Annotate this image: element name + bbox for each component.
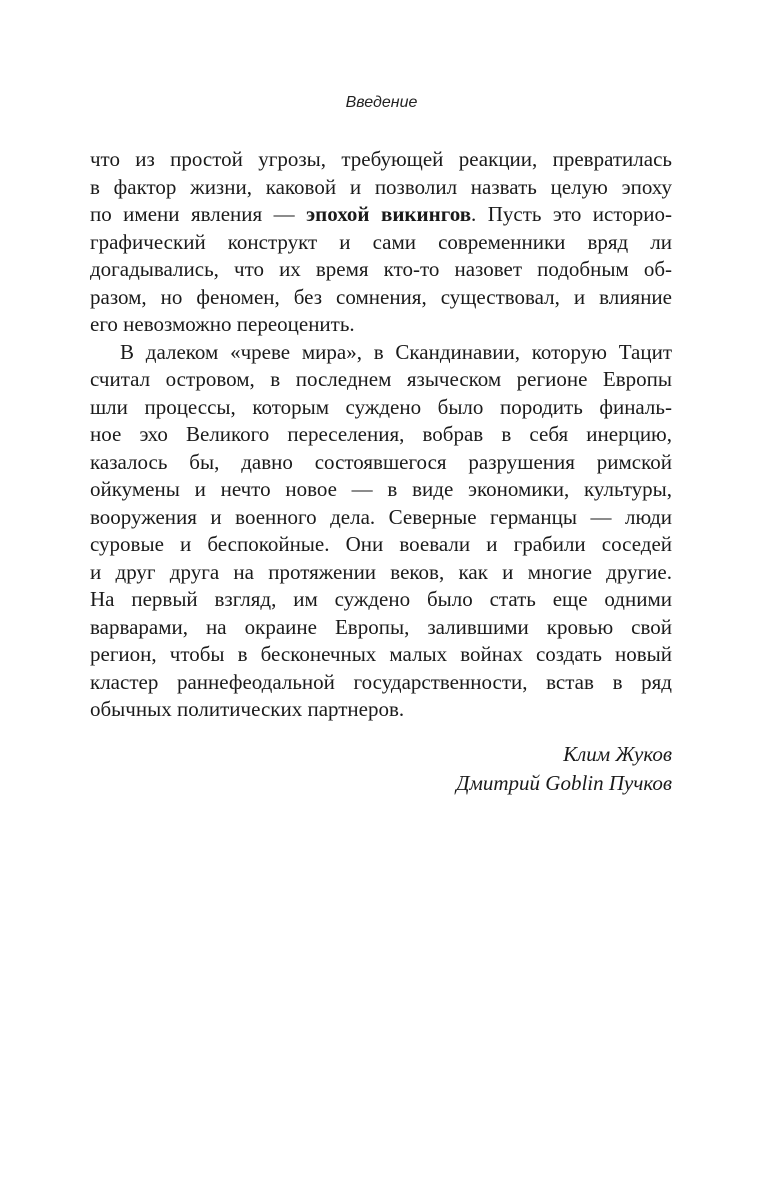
- text-line: варварами, на окраине Европы, залившими кровью свой: [90, 614, 672, 639]
- body-text: [90, 146, 672, 724]
- text-line: На первый взгляд, им суждено было стать еще одними: [90, 587, 672, 611]
- text-fragment: по имени явления —: [90, 202, 307, 226]
- text-line: кластер раннефеодальной государственности, встав в ряд: [90, 669, 672, 694]
- text-line: вооружения и военного дела. Северные германцы — люди: [90, 504, 672, 529]
- text-line: обычных политических партнеров.: [90, 697, 405, 721]
- text-line: догадывались, что их время кто-то назовет подобным об-: [90, 257, 672, 281]
- text-line: ное эхо Великого переселения, вобрав в себя инерцию,: [90, 422, 672, 446]
- text-line: ойкумены и нечто новое — в виде экономики, культуры,: [90, 477, 672, 501]
- running-header: Введение: [345, 94, 418, 111]
- bold-term: эпохой викингов: [306, 202, 472, 226]
- text-line: шли процессы, которым суждено было породить финаль-: [90, 394, 672, 419]
- text-fragment: . Пусть это историо-: [471, 202, 672, 226]
- text-line: казалось бы, давно состоявшегося разрушения римской: [90, 449, 672, 474]
- text-line: и друг друга на протяжении веков, как и многие другие.: [90, 559, 672, 584]
- text-line: разом, но феномен, без сомнения, существовал, и влияние: [90, 284, 672, 309]
- text-line: графический конструкт и сами современники вряд ли: [90, 229, 672, 254]
- author-name: Дмитрий Goblin Пучков: [456, 771, 672, 795]
- paragraph-1: [90, 146, 672, 339]
- text-line: регион, чтобы в бесконечных малых войнах создать новый: [90, 642, 672, 666]
- paragraph-2: [90, 339, 672, 724]
- signature: [456, 740, 672, 798]
- text-line: его невозможно переоценить.: [90, 312, 355, 336]
- author-name: Клим Жуков: [563, 742, 672, 766]
- text-line: в фактор жизни, каковой и позволил назвать целую эпоху: [90, 174, 672, 199]
- text-line: считал островом, в последнем языческом регионе Европы: [90, 367, 672, 391]
- text-line: [90, 201, 672, 229]
- text-line: В далеком «чреве мира», в Скандинавии, которую Тацит: [120, 339, 672, 364]
- text-line: суровые и беспокойные. Они воевали и грабили соседей: [90, 532, 672, 556]
- text-line: что из простой угрозы, требующей реакции, превратилась: [90, 147, 672, 171]
